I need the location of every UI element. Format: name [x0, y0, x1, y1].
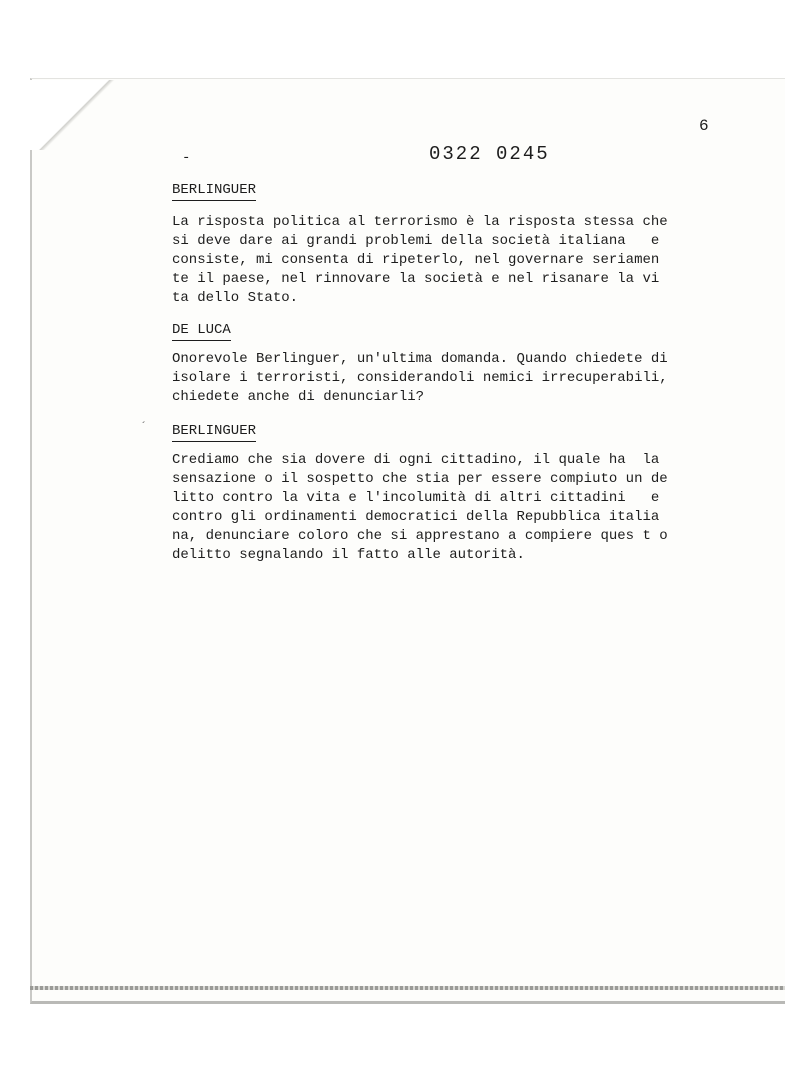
- speech-paragraph: [172, 213, 668, 308]
- speaker-label: DE LUCA: [172, 322, 231, 341]
- speech-line: Crediamo che sia dovere di ogni cittadino, il quale ha la: [172, 452, 660, 468]
- speaker-label: BERLINGUER: [172, 182, 256, 201]
- speech-line: sensazione o il sospetto che stia per essere compiuto un de: [172, 471, 668, 487]
- speech-line: contro gli ordinamenti democratici della Repubblica italia: [172, 509, 660, 525]
- page-number: 6: [699, 117, 709, 135]
- sheet-bottom-edge: [30, 986, 785, 990]
- dash-mark: -: [182, 150, 191, 166]
- speech-line: consiste, mi consenta di ripeterlo, nel governare seriamen: [172, 252, 660, 268]
- speech-line: La risposta politica al terrorismo è la risposta stessa che: [172, 214, 668, 230]
- document-code: 0322 0245: [429, 143, 550, 165]
- folded-corner: [30, 80, 120, 150]
- speech-line: ta dello Stato.: [172, 290, 299, 306]
- speech-paragraph: [172, 350, 668, 407]
- speech-line: chiedete anche di denunciarli?: [172, 389, 425, 405]
- speech-line: delitto segnalando il fatto alle autorità.: [172, 547, 525, 563]
- speech-line: te il paese, nel rinnovare la società e nel risanare la vi: [172, 271, 660, 287]
- speech-line: litto contro la vita e l'incolumità di altri cittadini e: [172, 490, 660, 506]
- speech-line: si deve dare ai grandi problemi della società italiana e: [172, 233, 660, 249]
- speaker-label: BERLINGUER: [172, 423, 256, 442]
- speech-line: na, denunciare coloro che si apprestano a compiere ques t o: [172, 528, 668, 544]
- margin-tick-mark: ´: [140, 420, 148, 434]
- speech-line: isolare i terroristi, considerandoli nemici irrecuperabili,: [172, 370, 668, 386]
- speech-paragraph: [172, 451, 668, 565]
- speech-line: Onorevole Berlinguer, un'ultima domanda. Quando chiedete di: [172, 351, 668, 367]
